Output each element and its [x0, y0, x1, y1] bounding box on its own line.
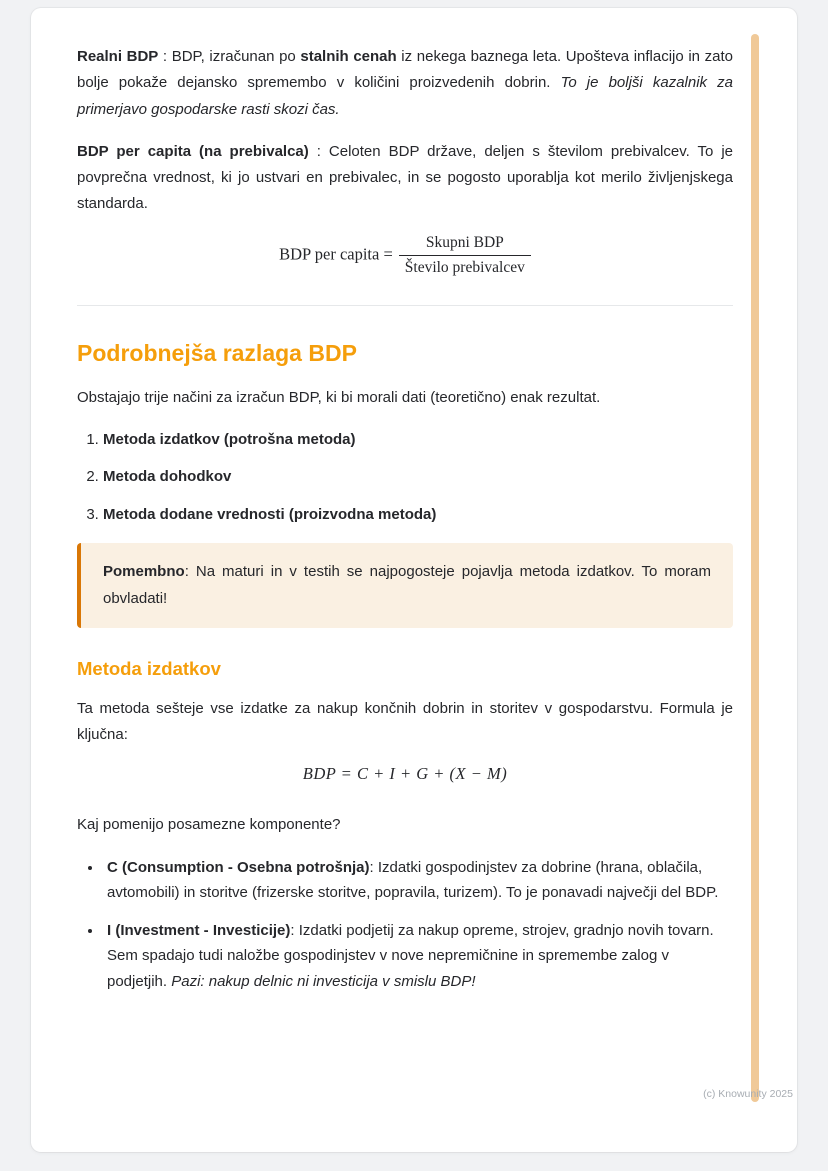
paragraph-metoda-izdatkov: Ta metoda sešteje vse izdatke za nakup končnih dobrin in storitev v gospodarstvu. Formula je ključna: [77, 699, 733, 743]
document-page [31, 8, 797, 1152]
fraction-numerator: Skupni BDP [399, 234, 531, 256]
section-heading-podrobnejsa-razlaga: Podrobnejša razlaga BDP [77, 339, 357, 366]
list-item-investment: • I (Investment - Investicije): Izdatki podjetij za nakup opreme, strojev, gradnjo novih tovarn. Sem spadajo tudi naložbe gospodinjstev v nove nepremičnine in spremembe zalog v podjetjih. Pazi: nakup delnic ni investicija v smislu BDP! [103, 918, 733, 995]
list-item-consumption: • C (Consumption - Osebna potrošnja): Izdatki gospodinjstev za dobrine (hrana, oblačila, avtomobili) in storitve (frizerske storitve, popravila, turizem). To je ponavadi največji del BDP. [103, 855, 733, 906]
list-item-method-2: 2. Metoda dohodkov [103, 464, 733, 490]
fraction [399, 234, 531, 277]
paragraph-bdp-per-capita: BDP per capita (na prebivalca) : Celoten BDP države, deljen s številom prebivalcev. To je povprečna vrednost, ki jo ustvari en prebivalec, in se pogosto uporablja kot merilo življenjskega standarda. [77, 142, 734, 213]
term-bdp-per-capita: BDP per capita (na prebivalca) [77, 142, 309, 160]
callout-bold-label: Pomembno [103, 563, 185, 581]
formula-bdp-expenditure: BDP = C + I + G + (X − M) [302, 764, 508, 784]
term-consumption: C (Consumption - Osebna potrošnja) [107, 858, 370, 876]
components-bullet-list [77, 855, 733, 995]
formula-bdp-per-capita [77, 234, 733, 277]
callout-pomembno: Pomembno: Na maturi in v testih se najpogosteje pojavlja metoda izdatkov. To moram obvladati! [77, 543, 733, 628]
scrollbar-thumb[interactable] [751, 34, 759, 1102]
term-stalne-cene: stalnih cenah [300, 48, 397, 65]
list-item-method-1: 1. Metoda izdatkov (potrošna metoda) [103, 427, 733, 453]
list-item-method-3: 3. Metoda dodane vrednosti (proizvodna metoda) [103, 502, 733, 528]
formula-lhs: BDP per capita = [279, 243, 393, 263]
term-realni-bdp: Realni BDP [77, 48, 159, 65]
fraction-denominator: Število prebivalcev [404, 258, 525, 276]
paragraph-realni-bdp: Realni BDP : BDP, izračunan po stalnih cenah iz nekega baznega leta. Upošteva inflacijo in zato bolje pokaže dejansko spremembo v količini proizvedenih dobrin. To je boljši kazalnik za primerjavo gospodarske rasti skozi čas. [77, 48, 733, 118]
watermark: (c) Knowunity 2025 [703, 1088, 793, 1100]
paragraph-komponente-question: Kaj pomenijo posamezne komponente? [77, 816, 341, 834]
warning-note: Pazi: nakup delnic ni investicija v smislu BDP! [171, 972, 476, 990]
term-investment: I (Investment - Investicije) [107, 921, 291, 939]
section-divider [77, 305, 733, 306]
paragraph-intro-methods: Obstajajo trije načini za izračun BDP, ki bi morali dati (teoretično) enak rezultat. [77, 388, 601, 406]
section-heading-metoda-izdatkov: Metoda izdatkov [77, 657, 221, 679]
methods-ordered-list [77, 427, 733, 528]
